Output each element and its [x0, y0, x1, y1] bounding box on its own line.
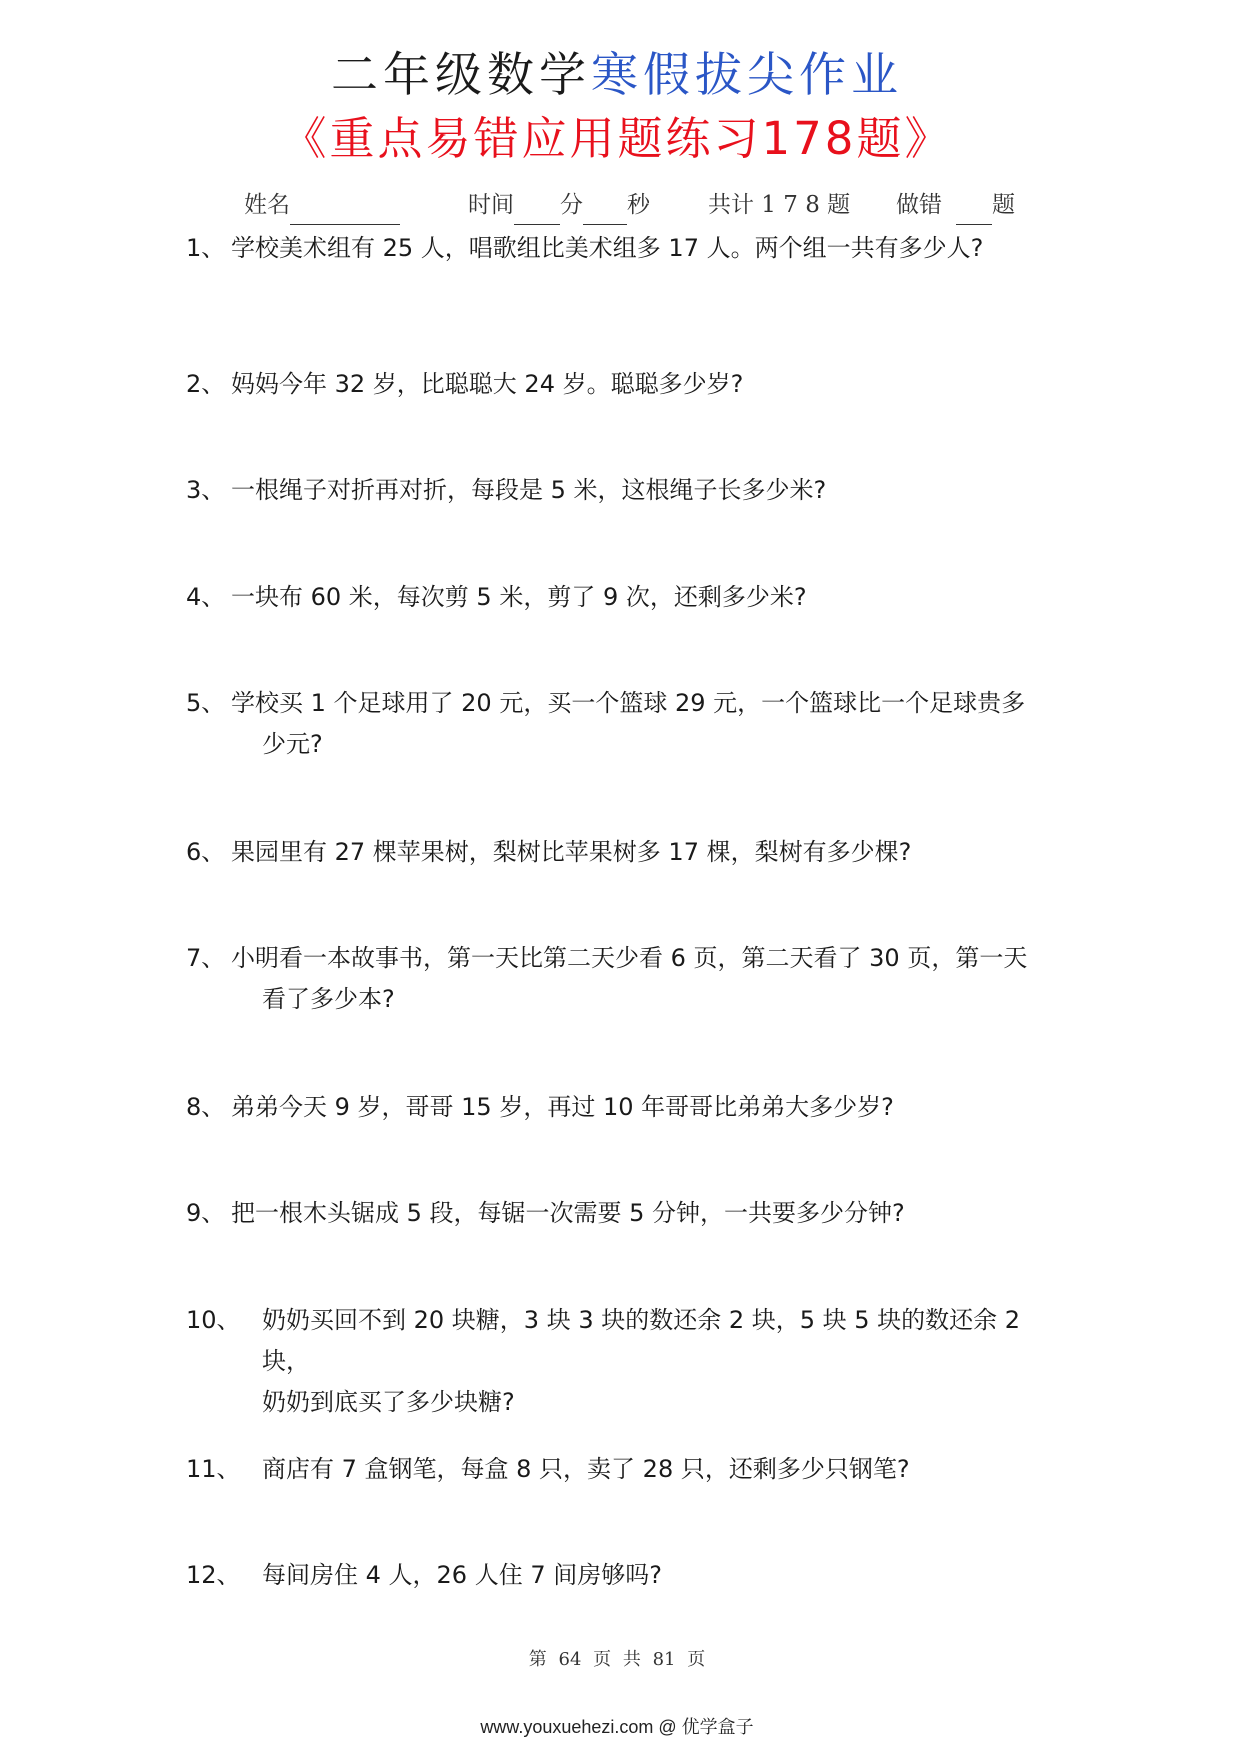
question-text-continued: 少元? [262, 730, 323, 758]
question-number: 8、 [186, 1093, 226, 1121]
question-number: 7、 [186, 944, 226, 972]
question-text: 奶奶买回不到 20 块糖，3 块 3 块的数还余 2 块，5 块 5 块的数还余 2 块， [262, 1306, 1021, 1375]
question-item [186, 1555, 1066, 1596]
question-number: 9、 [186, 1199, 226, 1227]
question-text: 妈妈今年 32 岁，比聪聪大 24 岁。聪聪多少岁? [231, 370, 744, 398]
question-item [186, 1449, 1066, 1490]
student-info-line [0, 185, 1234, 225]
question-number: 3、 [186, 476, 226, 504]
question-text: 果园里有 27 棵苹果树，梨树比苹果树多 17 棵，梨树有多少棵? [231, 838, 912, 866]
name-field [244, 185, 400, 225]
question-number: 1、 [186, 234, 226, 262]
question-text: 每间房住 4 人，26 人住 7 间房够吗? [262, 1561, 662, 1589]
question-item [186, 683, 1066, 765]
wrong-label: 做错 [896, 192, 942, 218]
question-text: 把一根木头锯成 5 段，每锯一次需要 5 分钟，一共要多少分钟? [231, 1199, 905, 1227]
time-label: 时间 [468, 192, 514, 218]
name-label: 姓名 [244, 192, 290, 218]
minute-blank [514, 196, 560, 225]
question-item [186, 470, 1066, 511]
question-number: 2、 [186, 370, 226, 398]
page-title [0, 44, 1234, 108]
question-text-continued: 奶奶到底买了多少块糖? [262, 1388, 515, 1416]
question-item [186, 228, 1066, 269]
question-text-continued: 看了多少本? [262, 985, 395, 1013]
question-text: 商店有 7 盒钢笔，每盒 8 只，卖了 28 只，还剩多少只钢笔? [262, 1455, 910, 1483]
title-part-2: 寒假拔尖作业 [591, 48, 903, 103]
total-count: 共计 1 7 8 题 [708, 192, 851, 218]
question-item [186, 364, 1066, 405]
second-label: 秒 [627, 192, 650, 218]
question-number: 5、 [186, 689, 226, 717]
question-text: 弟弟今天 9 岁，哥哥 15 岁，再过 10 年哥哥比弟弟大多少岁? [231, 1093, 894, 1121]
title-part-1: 二年级数学 [331, 48, 591, 103]
second-blank [583, 196, 627, 225]
question-item [186, 938, 1066, 1020]
wrong-blank [956, 196, 992, 225]
question-text: 学校买 1 个足球用了 20 元，买一个篮球 29 元，一个篮球比一个足球贵多 [231, 689, 1026, 717]
name-blank [290, 196, 400, 225]
page-subtitle: 《重点易错应用题练习178题》 [281, 112, 953, 165]
question-text: 一块布 60 米，每次剪 5 米，剪了 9 次，还剩多少米? [231, 583, 807, 611]
wrong-unit: 题 [992, 192, 1015, 218]
question-item [186, 1300, 1066, 1423]
question-item [186, 577, 1066, 618]
question-item [186, 1193, 1066, 1234]
question-item [186, 832, 1066, 873]
time-field [468, 185, 650, 225]
wrong-field [896, 185, 1015, 225]
question-text: 学校美术组有 25 人，唱歌组比美术组多 17 人。两个组一共有多少人? [231, 234, 984, 262]
question-number: 10、 [186, 1306, 241, 1334]
question-text: 小明看一本故事书，第一天比第二天少看 6 页，第二天看了 30 页，第一天 [231, 944, 1028, 972]
question-text: 一根绳子对折再对折，每段是 5 米，这根绳子长多少米? [231, 476, 827, 504]
question-number: 11、 [186, 1455, 241, 1483]
site-credit: www.youxuehezi.com @ 优学盒子 [480, 1717, 754, 1737]
minute-label: 分 [560, 192, 583, 218]
question-number: 4、 [186, 583, 226, 611]
question-number: 6、 [186, 838, 226, 866]
question-number: 12、 [186, 1561, 241, 1589]
page-number: 第 64 页 共 81 页 [528, 1649, 706, 1670]
question-item [186, 1087, 1066, 1128]
